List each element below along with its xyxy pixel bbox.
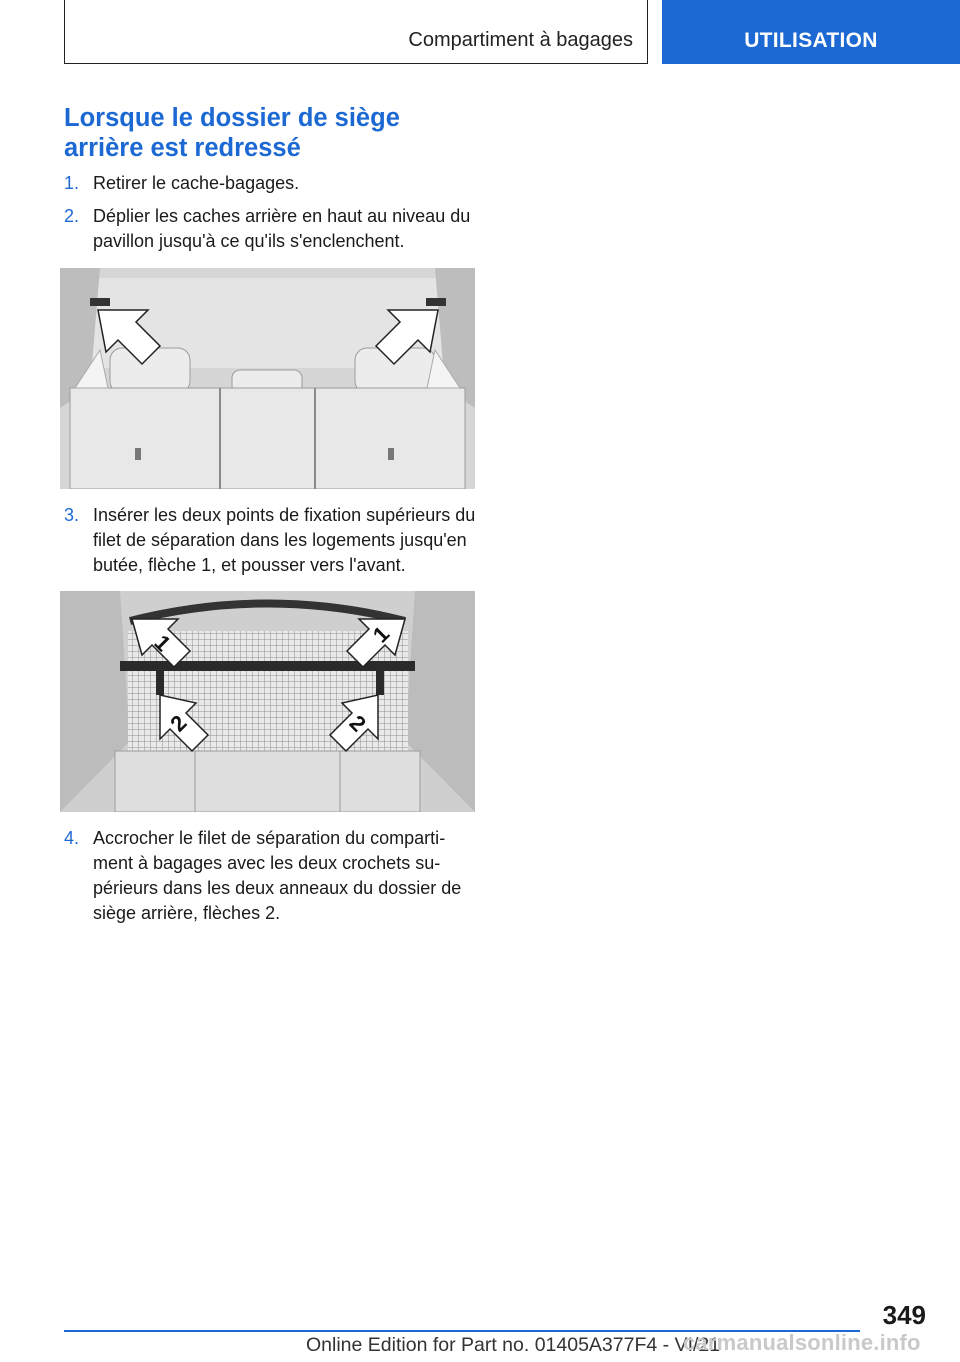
- header-section-title: Compartiment à bagages: [408, 29, 633, 51]
- step-text: Accrocher le filet de séparation du compartiment à bagages avec les deux crochets supérieurs dans les deux anneaux du dossier de siège arrière, flèches 2.: [93, 828, 462, 923]
- footer-edition: Online Edition for Part no. 01405A377F4 - VI/21: [306, 1334, 721, 1356]
- step-1: [64, 171, 478, 196]
- step-text: Retirer le cache-bagages.: [93, 173, 300, 193]
- watermark: carmanualsonline.info: [683, 1330, 921, 1355]
- step-text: Déplier les caches arrière en haut au niveau du pavillon jusqu'à ce qu'ils s'enclenchent.: [93, 206, 471, 251]
- arrow-label-1-left: 1: [149, 629, 176, 657]
- header-chapter-tab: UTILISATION: [662, 0, 960, 64]
- step-3: [64, 503, 478, 578]
- step-4: [64, 826, 478, 926]
- arrow-label-2-left: 2: [165, 710, 192, 737]
- step-text: Insérer les deux points de fixation supérieurs du filet de séparation dans les logements jusqu'en butée, flèche 1, et pousser vers l'avant.: [93, 505, 476, 575]
- page-number: 349: [882, 1300, 926, 1330]
- step-number: 2.: [64, 206, 80, 226]
- step-2: [64, 204, 478, 254]
- step-number: 3.: [64, 505, 80, 525]
- figure-roof-covers: [60, 268, 475, 489]
- header-section-box: [64, 0, 648, 64]
- figure-roof-covers-illustration: [60, 268, 475, 489]
- step-number: 4.: [64, 828, 80, 848]
- figure-partition-net: [60, 591, 475, 812]
- arrow-label-1-right: 1: [367, 621, 395, 648]
- arrow-label-2-right: 2: [344, 710, 371, 737]
- figure-partition-net-illustration: [60, 591, 475, 812]
- section-heading: Lorsque le dossier de siège arrière est redressé: [64, 104, 400, 162]
- step-number: 1.: [64, 173, 80, 193]
